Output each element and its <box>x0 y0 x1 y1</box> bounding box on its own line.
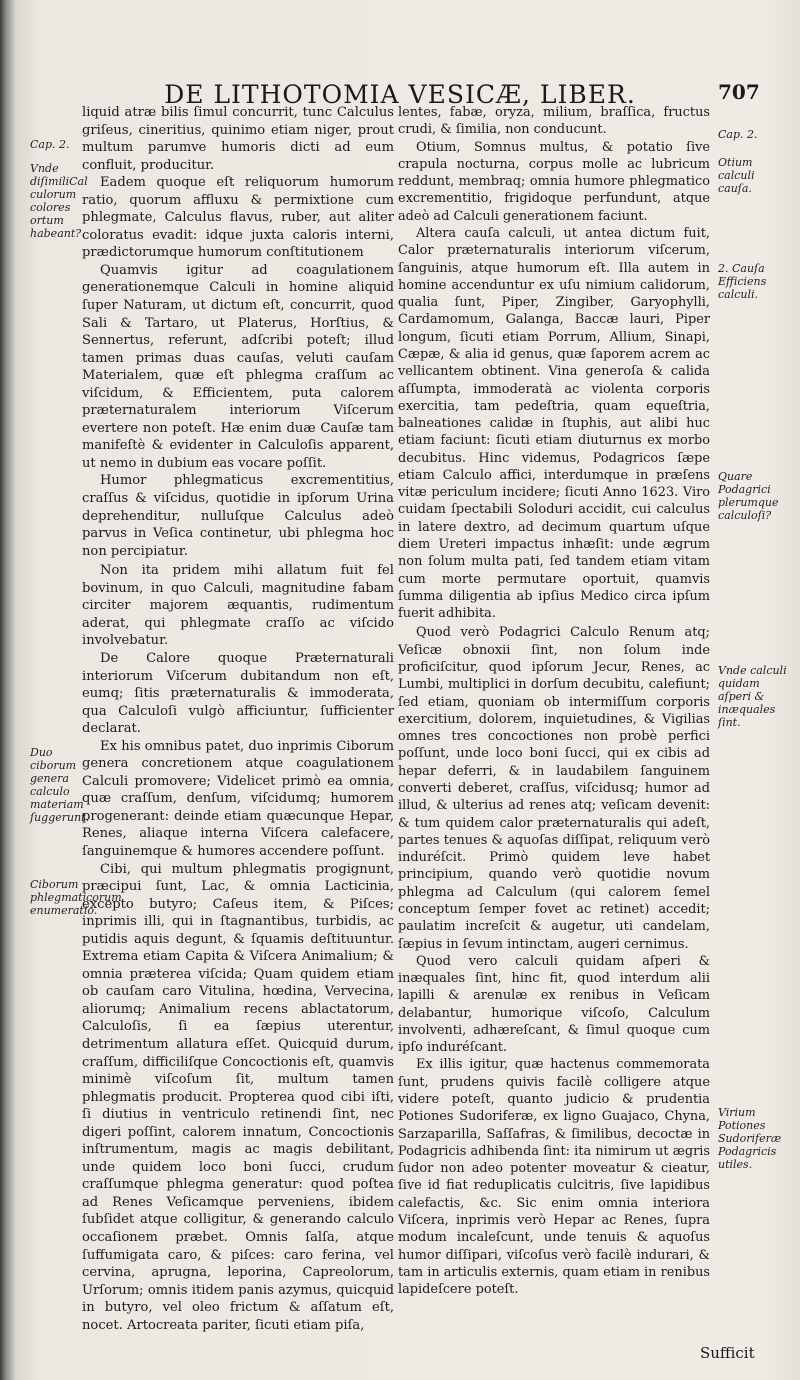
paragraph: Quod verò Podagrici Calculo Renum atq; Veſicæ obnoxii ſint, non ſolum inde proficiſcitur, quod ipſorum Jecur, Renes, ac Lumbi, multiplici in dorſum decubitu, calefiunt; ſed etiam, quoniam ob intermiſſum corporis exercitium, dolorem, inquietudines, & Vigilias omnes tres concoctiones non probè perfici poſſunt, unde loco boni ſucci, qui ex cibis ad hepar deferri, & in laudabilem ſanguinem converti deberet, craſſus, viſcidusq; humor ad illud, & ulterius ad renes atq; veſicam devenit: & tum quidem calor præternaturalis qui adeſt, partes tenues & aquoſas diſſipat, reliquum verò induréſcit. Primò quidem leve habet principium, quando verò quotidie novum phlegma ad Calculum (qui calorem ſemel conceptum ſemper fovet ac retinet) accedit; paulatim increſcit & augetur, uti candelam, ſæpius in ſevum intinctam, augeri cernimus. <box>398 625 710 952</box>
margin-note-left: Ciborum phlegmaticorum enumeratio. <box>30 878 122 917</box>
paragraph: Cibi, qui multum phlegmatis progignunt, præcipui ſunt, Lac, & omnia Lacticinia, excepto butyro; Caſeus item, & Piſces; inprimis illi, qui in ſtagnantibus, turbidis, ac putidis aquis degunt, & ſquamis deſtituuntur. Extrema etiam Capita & Viſcera Animalium; & omnia præterea viſcida; Quam quidem etiam ob cauſam caro Vitulina, hœdina, Vervecina, aliorumq; Animalium recens ablactatorum, Calculoſis, ſi ea ſæpius uterentur, detrimentum allatura eſſet. Quicquid durum, craſſum, difficiliſque Concoctionis eſt, quamvis minimè viſcoſum ſit, multum tamen phlegmatis producit. Propterea quod cibi iſti, ſi diutius in ventriculo retinendi ſint, nec digeri poſſint, calorem innatum, Concoctionis inſtrumentum, magis ac magis debilitant, unde quidem loco boni ſucci, crudum craſſumque phlegma generatur: quod poſtea ad Renes Veſicamque perveniens, ibidem ſubſidet atque colligitur, & generando calculo occaſionem præbet. Omnis ſalſa, atque ſuffumigata caro, & piſces: caro ferina, vel cervina, aprugna, leporina, Capreolorum, Urſorum; omnis itidem panis azymus, quicquid in butyro, vel oleo frictum & aſſatum eſt, nocet. Artocreata pariter, ſicuti etiam piſa, <box>82 861 394 1333</box>
paragraph: Eadem quoque eſt reliquorum humorum ratio, quorum affluxu & permixtione cum phlegmate, Calculus flavus, ruber, aut aliter coloratus evadit: idque juxta caloris interni, prædictorumque humorum conſtitutionem <box>82 175 394 261</box>
paragraph: liquid atræ bilis ſimul concurrit, tunc Calculus griſeus, cineritius, quinimo etiam niger, prout multum parumve humoris dicti ad eum confluit, producitur. <box>82 105 394 173</box>
paragraph: Quamvis igitur ad coagulationem generationemque Calculi in homine aliquid ſuper Naturam, ut dictum eſt, concurrit, quod Sali & Tartaro, ut Platerus, Horſtius, & Sennertus, referunt, adſcribi poteſt; illud tamen primas duas cauſas, veluti cauſam Materialem, quæ eſt phlegma craſſum ac viſcidum, & Efficientem, puta calorem præternaturalem interiorum Viſcerum evertere non poteſt. Hæ enim duæ Cauſæ tam manifeſtè & evidenter in Calculoſis apparent, ut nemo in dubium eas vocare poſſit. <box>82 262 394 471</box>
margin-note-right: Cap. 2. <box>718 128 758 141</box>
catchword: Sufficit <box>700 1344 755 1362</box>
paragraph: Quod vero calculi quidam aſperi & inæquales ſint, hinc fit, quod interdum alii lapilli & arenulæ ex renibus in Veſicam delabantur, humorique viſcoſo, Calculum involventi, adhæreſcant, & ſimul quoque cum ipſo induréſcant. <box>398 953 710 1056</box>
margin-note-right: 2. Cauſa Efficiens calculi. <box>718 262 767 301</box>
running-header: DE LITHOTOMIA VESICÆ, LIBER. <box>164 80 636 109</box>
paragraph: Otium, Somnus multus, & potatio ſive crapula nocturna, corpus molle ac lubricum reddunt, membraq; omnia humore phlegmatico excrementitio, frigidoque perfundunt, atque adeò ad Calculi generationem faciunt. <box>398 139 710 224</box>
margin-note-right: Quare Podagrici plerumque calculoſi? <box>718 470 779 522</box>
page-number: 707 <box>718 80 760 104</box>
paragraph: Humor phlegmaticus excrementitius, craſſus & viſcidus, quotidie in ipſorum Urina deprehenditur, nulluſque Calculus adeò parvus in Veſica continetur, ubi phlegma hoc non percipiatur. <box>82 473 394 559</box>
margin-note-right: Otium calculi cauſa. <box>718 156 755 195</box>
paragraph: Ex his omnibus patet, duo inprimis Ciborum genera concretionem atque coagulationem Calculi promovere; Videlicet primò ea omnia, quæ craſſum, denſum, viſcidumq; humorem progenerant: deinde etiam quæcunque Hepar, Renes, aliaque interna Viſcera calefacere, ſanguinemque & humores accendere poſſunt. <box>82 738 394 859</box>
paragraph: Ex illis igitur, quæ hactenus commemorata ſunt, prudens quivis facilè colligere atque videre poteſt, quanto judicio & prudentia Potiones Sudoriferæ, ex ligno Guajaco, Chyna, Sarzaparilla, Saſſafras, & ſimilibus, decoctæ in Podagricis adhibenda ſint: ita nimirum ut ægris ſudor non adeo potenter moveatur & cieatur, ſive id fiat reduplicatis culcitris, ſive lapidibus calefactis, &c. Sic enim omnia interiora Viſcera, inprimis verò Hepar ac Renes, ſupra modum incaleſcunt, unde tenuis & aquoſus humor diſſipari, viſcoſus verò facilè indurari, & tam in articulis externis, quam etiam in renibus lapideſcere poteſt. <box>398 1057 710 1298</box>
margin-note-left: Cap. 2. <box>30 138 70 151</box>
paragraph: De Calore quoque Præternaturali interiorum Viſcerum dubitandum non eſt, eumq; ſitis præternaturalis & immoderata, qua Calculoſi vulgò afficiuntur, ſufficienter declarat. <box>82 650 394 737</box>
margin-note-left: Duo ciborum genera calculo materiam ſuggerunt. <box>30 746 90 824</box>
paragraph: Non ita pridem mihi allatum fuit fel bovinum, in quo Calculi, magnitudine fabam circiter majorem æquantis, rudimentum aderat, qui phlegmate craſſo ac viſcido involvebatur. <box>82 563 394 649</box>
paragraph: lentes, fabæ, oryza, milium, braſſica, fructus crudi, & ſimilia, non conducunt. <box>398 105 710 138</box>
margin-note-right: Vnde calculi quidam aſperi & inæquales ſint. <box>718 664 787 729</box>
left-column <box>82 104 394 1334</box>
paragraph: Altera cauſa calculi, ut antea dictum fuit, Calor præternaturalis interiorum viſcerum, ſanguinis, atque humorum eſt. Illa autem in homine accenduntur ex uſu nimium calidorum, qualia ſunt, Piper, Zingiber, Garyophylli, Cardamomum, Galanga, Baccæ lauri, Piper longum, ſicuti etiam Porrum, Allium, Sinapi, Cæpæ, & alia id genus, quæ ſaporem acrem ac vellicantem obtinent. Vina generoſa & calida aſſumpta, immoderatà ac violenta corporis exercitia, tam pedeſtria, quam equeſtria, balneationes calidæ in ſtuphis, aut alibi huc etiam faciunt: ſicuti etiam diuturnus ex morbo decubitus. Hinc videmus, Podagricos ſæpe etiam Calculo affici, interdumque in præſens vitæ periculum incidere; ſicuti Anno 1623. Viro cuidam ſpectabili Soloduri accidit, cui calculus in latere dextro, ad decimum quartum uſque diem Ureteri impactus inhæſit: unde ægrum non ſolum multa pati, ſed tandem etiam vitam cum morte permutare oportuit, quamvis ſumma diligentia ab ipſius Medico circa ipſum fuerit adhibita. <box>398 225 710 622</box>
right-column <box>398 104 710 1298</box>
margin-note-left: Vnde diſimiliCal culorum colores ortum habeant? <box>30 162 88 240</box>
margin-note-right: Virium Potiones Sudoriferæ Podagricis utiles. <box>718 1106 782 1171</box>
